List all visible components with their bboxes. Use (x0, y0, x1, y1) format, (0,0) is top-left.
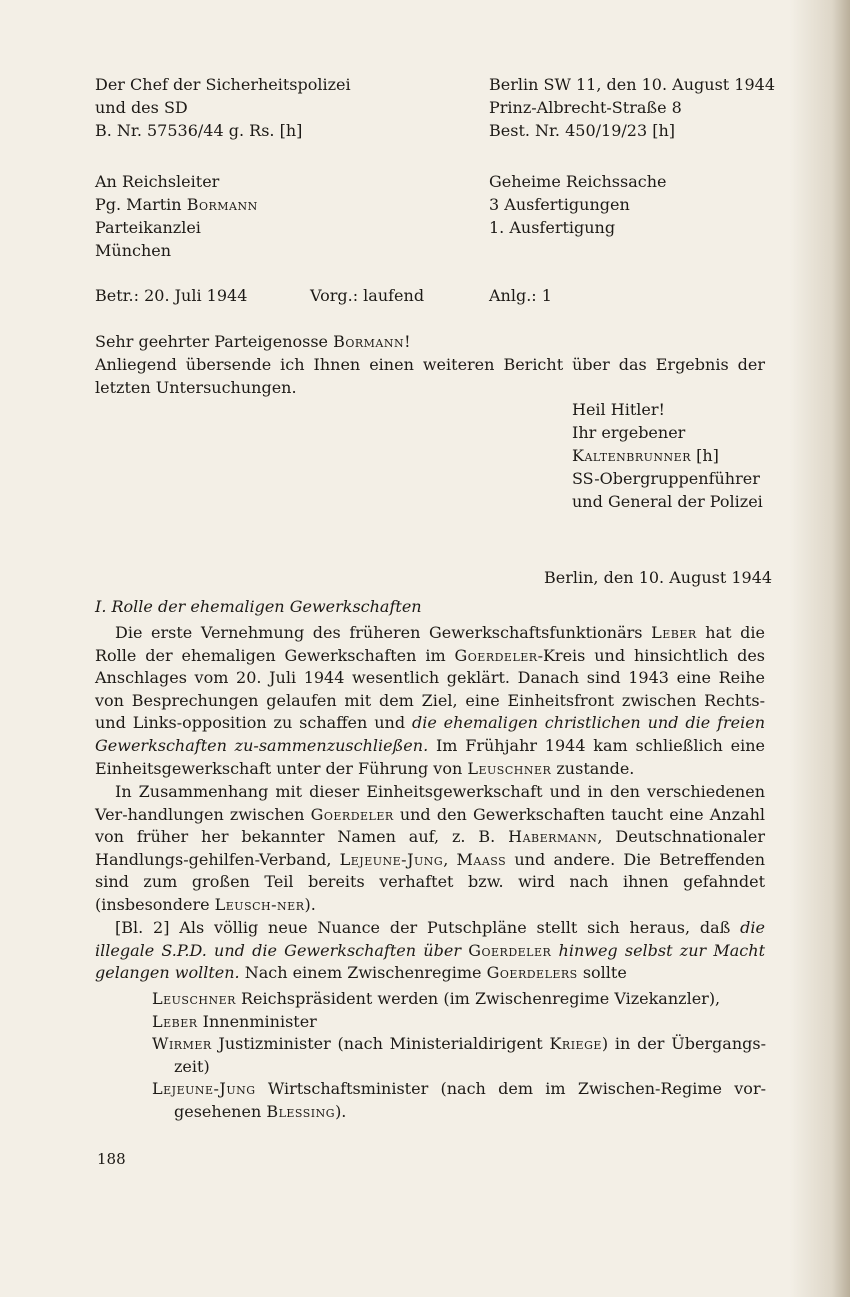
p2-text-c: und den Gewerkschaften taucht eine Anzahl von früher her bekannter Namen auf, z. B. (95, 804, 766, 847)
signatory (572, 445, 719, 468)
cabinet-list (152, 988, 766, 1124)
p1-text-i: zustande. (551, 758, 635, 778)
sender-line-1: Der Chef der Sicherheitspolizei (95, 75, 351, 94)
p3-name-goerdelers: Goerdelers (486, 963, 578, 983)
list-item-name-2: Kriege (549, 1034, 602, 1054)
sender-reference: B. Nr. 57536/44 g. Rs. [h] (95, 121, 303, 140)
recipient-line-4: München (95, 241, 172, 260)
recipient-line-2 (95, 194, 258, 217)
p2-text-a: In Zusammenhang mit dieser Einheitsgewerkschaft und in den verschiedenen Ver-handlungen zwischen (95, 782, 765, 824)
p1-name-goerdeler: Goerdeler (454, 645, 538, 665)
p2-name-maass: Maass (456, 849, 507, 869)
recipient-title: Pg. Martin (95, 195, 187, 214)
salutation-suffix: ! (404, 332, 411, 351)
p3-text-g: Nach einem Zwischenregime (239, 963, 487, 983)
report-paragraph-1 (95, 622, 765, 780)
list-item (152, 1078, 766, 1123)
list-item (152, 988, 766, 1011)
signatory-title: und General der Polizei (572, 492, 763, 511)
place-date: Berlin SW 11, den 10. August 1944 (489, 75, 776, 94)
report-paragraph-2 (95, 781, 765, 917)
list-item-text: Innenminister (197, 1011, 317, 1031)
signatory-suffix: [h] (691, 446, 719, 465)
closing-greeting: Heil Hitler! (572, 400, 665, 419)
classification-line-2: 3 Ausfertigungen (489, 195, 630, 214)
p2-text-i: und andere. Die Betreffenden sind zum großen Teil bereits verhaftet bzw. wird nach ihnen gefahndet (insbesondere (95, 849, 766, 914)
signatory-name: Kaltenbrunner (572, 446, 691, 465)
p3-space-2 (551, 941, 558, 960)
p3-text-i: sollte (577, 963, 627, 983)
list-item-text: Justizminister (nach Ministerialdirigent (211, 1034, 550, 1054)
list-item-name-2: Blessing (266, 1101, 336, 1121)
page-edge-shadow (790, 0, 850, 1297)
p2-text-e: , Deutschnationaler Handlungs-gehilfen-Verband, (95, 827, 766, 869)
signatory-rank: SS-Obergruppenführer (572, 469, 760, 488)
p1-text-g: Im Frühjahr 1944 kam schließlich eine Einheitsgewerkschaft unter der Führung von (95, 735, 766, 778)
p3-emphasis-2: hinweg selbst zur Macht gelangen wollten. (95, 940, 765, 983)
attachments-ref: Anlg.: 1 (489, 286, 552, 305)
recipient-name: Bormann (186, 195, 258, 214)
page-number: 188 (97, 1150, 126, 1168)
closing-line-2: Ihr ergebener (572, 423, 686, 442)
list-item-text-2: ) in der Übergangs-zeit) (174, 1034, 767, 1076)
p1-text-c: hat die Rolle der ehemaligen Gewerkschaften im (95, 623, 765, 665)
p3-emphasis-1: die illegale S.P.D. und die Gewerkschaften über (95, 918, 765, 960)
list-item-name: Lejeune-Jung (152, 1079, 256, 1099)
list-item-name: Leuschner (152, 989, 236, 1008)
street-address: Prinz-Albrecht-Straße 8 (489, 98, 682, 117)
recipient-line-1: An Reichsleiter (95, 172, 220, 191)
salutation-name: Bormann (333, 332, 405, 351)
p2-name-goerdeler: Goerdeler (310, 804, 394, 824)
p2-name-habermann: Habermann (508, 827, 598, 847)
salutation (95, 331, 411, 354)
p1-name-leuschner: Leuschner (467, 758, 552, 778)
report-paragraph-3 (95, 917, 765, 985)
sender-line-2: und des SD (95, 98, 188, 117)
list-item-text: Reichspräsident werden (im Zwischenregime Vizekanzler), (235, 989, 721, 1008)
p3-text-a: [Bl. 2] Als völlig neue Nuance der Putschpläne stellt sich heraus, daß (115, 918, 741, 937)
order-number: Best. Nr. 450/19/23 [h] (489, 121, 676, 140)
p1-name-leber: Leber (651, 623, 697, 642)
p3-name-goerdeler: Goerdeler (468, 940, 552, 960)
list-item (152, 1033, 766, 1078)
recipient-line-3: Parteikanzlei (95, 218, 201, 237)
list-item (152, 1011, 766, 1034)
p2-text-g: , (443, 849, 457, 869)
letter-body: Anliegend übersende ich Ihnen einen weiteren Bericht über das Ergebnis der letzten Untersuchungen. (95, 355, 765, 397)
list-item-name: Leber (152, 1011, 198, 1031)
classification-line-3: 1. Ausfertigung (489, 218, 616, 237)
previous-ref: Vorg.: laufend (310, 286, 425, 305)
p2-text-k: ). (304, 894, 316, 914)
p1-emphasis: die ehemaligen christlichen und die freien Gewerkschaften zu-sammenzuschließen. (95, 713, 766, 755)
list-item-text: Wirtschaftsminister (nach dem im Zwischen-Regime vor-gesehenen (174, 1079, 766, 1121)
p2-name-leuschner: Leusch-ner (214, 894, 305, 914)
p1-text-e: -Kreis und hinsichtlich des Anschlages vom 20. Juli 1944 wesentlich geklärt. Danach sind 1943 eine Reihe von Besprechungen gelaufen mit dem Ziel, eine Einheitsfront zwischen Rechts- und Links-opposition zu schaffen und (95, 645, 765, 733)
p1-text-a: Die erste Vernehmung des früheren Gewerkschaftsfunktionärs (115, 623, 652, 642)
p2-name-lejeune-jung: Lejeune-Jung (339, 849, 444, 869)
list-item-text-2: ). (335, 1101, 347, 1121)
classification-line-1: Geheime Reichssache (489, 172, 667, 191)
report-date: Berlin, den 10. August 1944 (544, 568, 773, 587)
subject-ref: Betr.: 20. Juli 1944 (95, 286, 248, 305)
salutation-prefix: Sehr geehrter Parteigenosse (95, 332, 334, 351)
list-item-name: Wirmer (152, 1034, 212, 1054)
section-title: I. Rolle der ehemaligen Gewerkschaften (95, 597, 422, 616)
